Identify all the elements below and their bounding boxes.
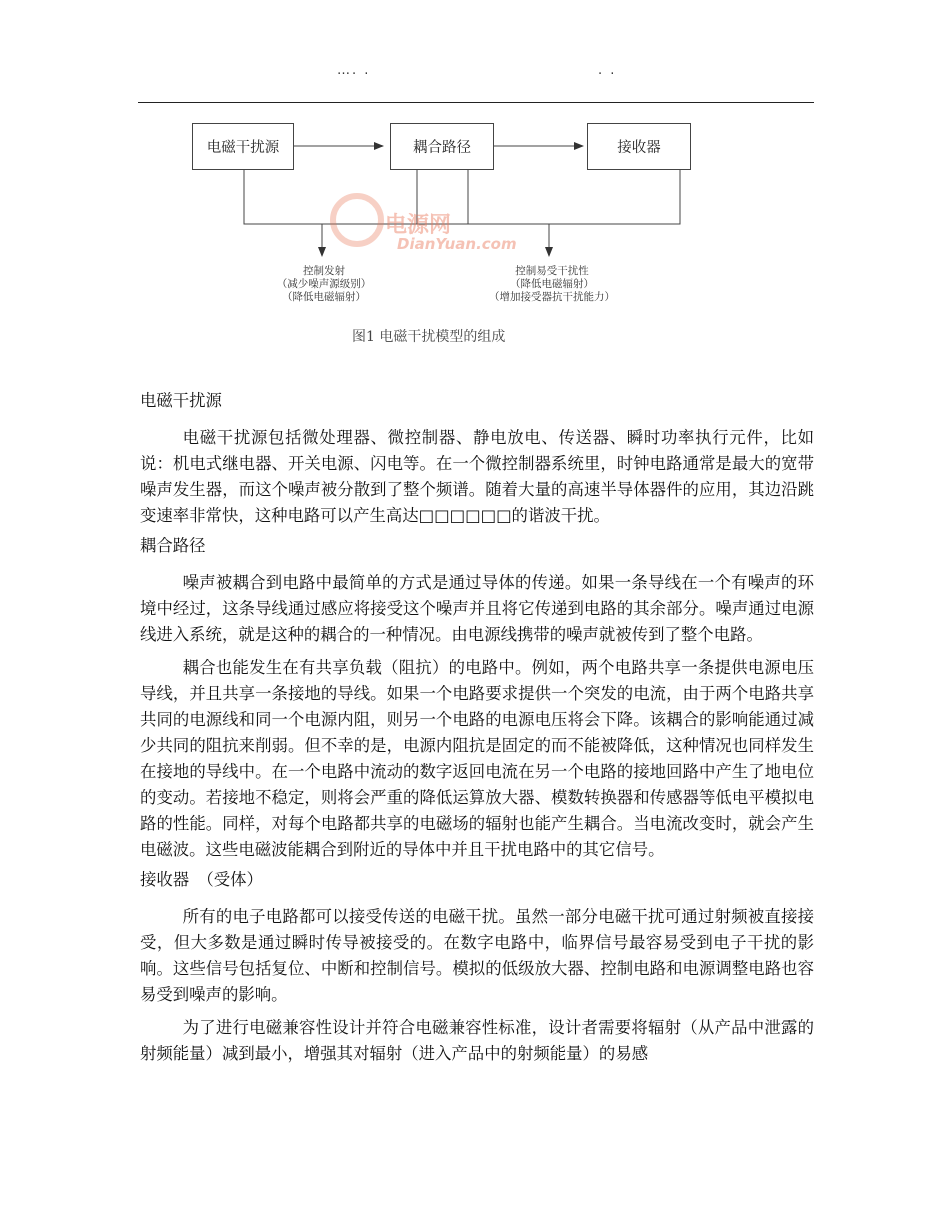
note-right-line-3: （增加接受器抗干扰能力） <box>489 291 615 303</box>
paragraph-coupling-1: 噪声被耦合到电路中最简单的方式是通过导体的传递。如果一条导线在一个有噪声的环境中经过，这条导线通过感应将接受这个噪声并且将它传递到电路的其余部分。噪声通过电源线进入系统，就是这种的耦合的一种情况。由电源线携带的噪声就被传到了整个电路。 <box>140 573 814 644</box>
paragraph-coupling-2: 耦合也能发生在有共享负载（阻抗）的电路中。例如，两个电路共享一条提供电源电压导线，并且共享一条接地的导线。如果一个电路要求提供一个突发的电流，由于两个电路共享共同的电源线和同一个电源内阻，则另一个电路的电源电压将会下降。该耦合的影响能通过减少共同的阻抗来削弱。但不幸的是，电源内阻抗是固定的而不能被降低，这种情况也同样发生在接地的导线中。在一个电路中流动的数字返回电流在另一个电路的接地回路中产生了地电位的变动。若接地不稳定，则将会严重的降低运算放大器、模数转换器和传感器等低电平模拟电路的性能。同样，对每个电路都共享的电磁场的辐射也能产生耦合。当电流改变时，就会产生电磁波。这些电磁波能耦合到附近的导体中并且干扰电路中的其它信号。 <box>140 658 814 859</box>
note-left-line-2: （减少噪声源级别） <box>276 278 372 290</box>
box-emi-source: 电磁干扰源 <box>192 123 294 170</box>
note-right-line-2: （降低电磁辐射） <box>510 278 594 290</box>
figure-caption: 图1 电磁干扰模型的组成 <box>352 329 506 345</box>
note-left-line-3: （降低电磁辐射） <box>282 291 366 303</box>
bottom-bus-line <box>244 169 680 224</box>
heading-emi-source: 电磁干扰源 <box>140 391 222 410</box>
header-rule <box>138 102 814 103</box>
note-control-susceptibility <box>477 265 627 304</box>
box-receiver: 接收器 <box>587 123 691 170</box>
header-mark-right: . . <box>598 63 617 78</box>
note-right-line-1: 控制易受干扰性 <box>515 265 589 277</box>
watermark-cn: 电源网 <box>385 213 452 238</box>
paragraph-receiver-2: 为了进行电磁兼容性设计并符合电磁兼容性标准，设计者需要将辐射（从产品中泄露的射频能量）减到最小，增强其对辐射（进入产品中的射频能量）的易感 <box>140 1018 814 1063</box>
note-left-line-1: 控制发射 <box>303 265 345 277</box>
paragraph-receiver-1: 所有的电子电路都可以接受传送的电磁干扰。虽然一部分电磁干扰可通过射频被直接接受，但大多数是通过瞬时传导被接受的。在数字电路中，临界信号最容易受到电子干扰的影响。这些信号包括复位、中断和控制信号。模拟的低级放大器、控制电路和电源调整电路也容易受到噪声的影响。 <box>140 907 814 1004</box>
paragraph-emi-source: 电磁干扰源包括微处理器、微控制器、静电放电、传送器、瞬时功率执行元件，比如说：机电式继电器、开关电源、闪电等。在一个微控制器系统里，时钟电路通常是最大的宽带噪声发生器，而这个噪声被分散到了整个频谱。随着大量的高速半导体器件的应用，其边沿跳变速率非常快，这种电路可以产生高达□□□□□□的谐波干扰。 <box>140 428 814 525</box>
article-body <box>140 388 814 1074</box>
emi-model-figure <box>185 112 685 352</box>
heading-coupling-path: 耦合路径 <box>140 536 206 555</box>
watermark-logo-icon <box>333 196 381 244</box>
watermark-en: DianYuan.com <box>397 235 517 253</box>
heading-receiver: 接收器 （受体） <box>140 870 263 889</box>
note-control-emission <box>262 265 386 304</box>
header-mark-left: …. . <box>337 63 371 78</box>
box-coupling-path: 耦合路径 <box>390 123 494 170</box>
